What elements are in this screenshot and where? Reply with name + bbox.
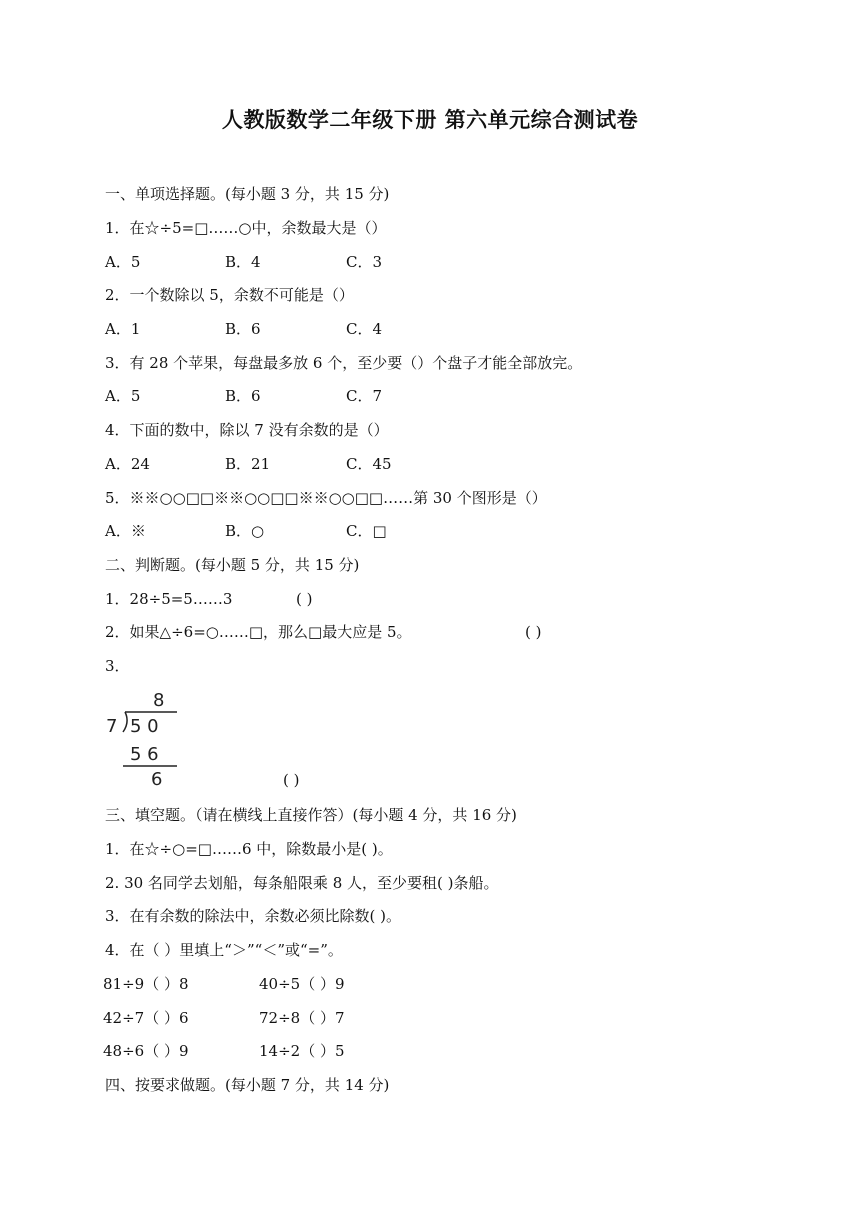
option-c: C．45 — [346, 455, 392, 473]
answer-paren[interactable]: ( ) — [296, 590, 313, 608]
compare-item: 81÷9（ ）8 — [103, 975, 189, 993]
compare-item: 48÷6（ ）9 — [103, 1042, 189, 1060]
division-divisor: 7 — [106, 716, 118, 737]
option-b: B．4 — [225, 253, 261, 271]
section-heading-choice: 一、单项选择题。(每小题 3 分，共 15 分) — [105, 185, 390, 203]
question-text: 3．有 28 个苹果，每盘最多放 6 个，至少要（）个盘子才能全部放完。 — [105, 354, 583, 372]
compare-item: 40÷5（ ）9 — [259, 975, 345, 993]
option-b: B．6 — [225, 320, 261, 338]
question-text: 1．在☆÷5=□……○中，余数最大是（） — [105, 219, 387, 237]
question-text: 3． — [105, 657, 130, 675]
question-text: 3．在有余数的除法中，余数必须比除数( )。 — [105, 907, 402, 925]
option-a: A．1 — [105, 320, 141, 338]
division-product: 5 6 — [130, 744, 159, 765]
option-c: C．7 — [346, 387, 383, 405]
long-division-figure — [103, 688, 183, 788]
question-text: 5．※※○○□□※※○○□□※※○○□□……第 30 个图形是（） — [105, 489, 547, 507]
compare-item: 42÷7（ ）6 — [103, 1009, 189, 1027]
division-quotient: 8 — [153, 690, 165, 711]
option-b: B．○ — [225, 522, 265, 540]
section-heading-judge: 二、判断题。(每小题 5 分，共 15 分) — [105, 556, 360, 574]
answer-paren[interactable]: ( ) — [525, 623, 542, 641]
option-c: C．□ — [346, 522, 387, 540]
option-c: C．4 — [346, 320, 383, 338]
compare-item: 72÷8（ ）7 — [259, 1009, 345, 1027]
section-heading-work: 四、按要求做题。(每小题 7 分，共 14 分) — [105, 1076, 390, 1094]
compare-item: 14÷2（ ）5 — [259, 1042, 345, 1060]
division-dividend: 5 0 — [130, 716, 159, 737]
question-text: 1．在☆÷○=□……6 中，除数最小是( )。 — [105, 840, 393, 858]
section-heading-fill: 三、填空题。（请在横线上直接作答）(每小题 4 分，共 16 分) — [105, 806, 517, 824]
question-text: 2．一个数除以 5，余数不可能是（） — [105, 286, 354, 304]
option-a: A．5 — [105, 387, 141, 405]
answer-paren[interactable]: ( ) — [283, 771, 300, 789]
option-a: A．24 — [105, 455, 150, 473]
question-text: 2．如果△÷6=○……□，那么□最大应是 5。 — [105, 623, 412, 641]
option-a: A．5 — [105, 253, 141, 271]
division-remainder: 6 — [151, 769, 163, 788]
question-text: 2. 30 名同学去划船，每条船限乘 8 人，至少要租( )条船。 — [105, 874, 499, 892]
option-c: C．3 — [346, 253, 383, 271]
question-text: 4．下面的数中，除以 7 没有余数的是（） — [105, 421, 389, 439]
question-text: 4．在（ ）里填上“＞”“＜”或“=”。 — [105, 941, 343, 959]
option-b: B．21 — [225, 455, 271, 473]
option-b: B．6 — [225, 387, 261, 405]
division-bracket — [123, 712, 127, 732]
page-title: 人教版数学二年级下册 第六单元综合测试卷 — [221, 108, 639, 132]
option-a: A．※ — [105, 522, 146, 540]
question-text: 1．28÷5=5……3 — [105, 590, 233, 608]
